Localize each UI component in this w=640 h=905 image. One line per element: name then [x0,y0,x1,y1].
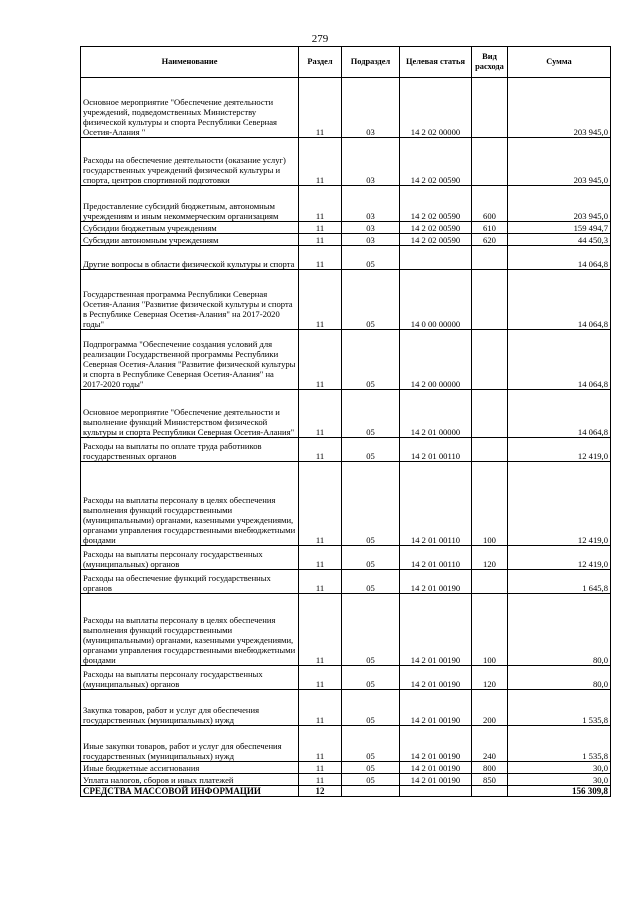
cell-podrazdel: 05 [342,774,400,786]
total-podrazdel [342,786,400,797]
cell-podrazdel: 05 [342,270,400,330]
budget-table [80,46,611,797]
cell-podrazdel: 05 [342,666,400,690]
cell-podrazdel: 05 [342,546,400,570]
cell-vid [472,78,508,138]
cell-name: Расходы на выплаты персоналу в целях обеспечения выполнения функций государственными (муниципальными) органами, казенными учреждениями, органами управления государственными внебюджетными фондами [81,594,299,666]
cell-statya: 14 2 01 00190 [400,726,472,762]
header-name: Наименование [81,47,299,78]
table-row [81,78,611,138]
cell-name: Расходы на выплаты персоналу государственных (муниципальных) органов [81,546,299,570]
table-row [81,774,611,786]
cell-statya: 14 2 01 00190 [400,570,472,594]
cell-razdel: 11 [299,390,342,438]
cell-vid: 610 [472,222,508,234]
cell-statya: 14 2 01 00190 [400,666,472,690]
cell-summa: 14 064,8 [508,390,611,438]
cell-razdel: 11 [299,246,342,270]
cell-razdel: 11 [299,186,342,222]
cell-name: Государственная программа Республики Северная Осетия-Алания "Развитие физической культуры и спорта в Республике Северная Осетия-Алания" на 2017-2020 годы" [81,270,299,330]
total-vid [472,786,508,797]
cell-statya: 14 2 01 00110 [400,462,472,546]
cell-vid [472,438,508,462]
cell-name: Иные закупки товаров, работ и услуг для обеспечения государственных (муниципальных) нужд [81,726,299,762]
cell-podrazdel: 03 [342,234,400,246]
cell-name: Субсидии бюджетным учреждениям [81,222,299,234]
cell-statya: 14 2 00 00000 [400,330,472,390]
table-body [81,78,611,786]
cell-razdel: 11 [299,546,342,570]
table-row [81,690,611,726]
cell-vid: 120 [472,546,508,570]
cell-podrazdel: 05 [342,462,400,546]
cell-podrazdel: 03 [342,138,400,186]
cell-name: Уплата налогов, сборов и иных платежей [81,774,299,786]
table-row [81,390,611,438]
cell-summa: 12 419,0 [508,546,611,570]
table-row [81,546,611,570]
cell-razdel: 11 [299,726,342,762]
table-total-row [81,786,611,797]
cell-summa: 12 419,0 [508,462,611,546]
cell-name: Расходы на выплаты по оплате труда работников государственных органов [81,438,299,462]
cell-vid: 240 [472,726,508,762]
cell-razdel: 11 [299,570,342,594]
cell-vid: 120 [472,666,508,690]
table-row [81,594,611,666]
cell-name: Основное мероприятие "Обеспечение деятельности учреждений, подведомственных Министерству физической культуры и спорта Республики Северная Осетия-Алания " [81,78,299,138]
table-row [81,438,611,462]
cell-summa: 203 945,0 [508,78,611,138]
cell-name: Другие вопросы в области физической культуры и спорта [81,246,299,270]
cell-podrazdel: 05 [342,390,400,438]
cell-name: Расходы на обеспечение функций государственных органов [81,570,299,594]
cell-name: Подпрограмма "Обеспечение создания условий для реализации Государственной программы Республики Северная Осетия-Алания "Развитие физической культуры и спорта в Республике Северная Осетия-Алания" на 2017-2020 годы" [81,330,299,390]
cell-statya: 14 2 02 00000 [400,78,472,138]
header-podrazdel: Подраздел [342,47,400,78]
cell-name: Закупка товаров, работ и услуг для обеспечения государственных (муниципальных) нужд [81,690,299,726]
cell-statya: 14 0 00 00000 [400,270,472,330]
cell-podrazdel: 03 [342,186,400,222]
cell-razdel: 11 [299,690,342,726]
cell-razdel: 11 [299,462,342,546]
cell-summa: 12 419,0 [508,438,611,462]
cell-vid [472,246,508,270]
header-vid: Вид расхода [472,47,508,78]
cell-podrazdel: 05 [342,594,400,666]
cell-statya: 14 2 01 00000 [400,390,472,438]
cell-razdel: 11 [299,774,342,786]
cell-statya [400,246,472,270]
table-row [81,570,611,594]
cell-vid [472,330,508,390]
cell-name: Субсидии автономным учреждениям [81,234,299,246]
cell-summa: 1 645,8 [508,570,611,594]
cell-vid [472,270,508,330]
table-row [81,270,611,330]
cell-statya: 14 2 01 00110 [400,438,472,462]
cell-name: Расходы на обеспечение деятельности (оказание услуг) государственных учреждений физической культуры и спорта, центров спортивной подготовки [81,138,299,186]
cell-summa: 1 535,8 [508,726,611,762]
cell-name: Расходы на выплаты персоналу государственных (муниципальных) органов [81,666,299,690]
cell-podrazdel: 05 [342,690,400,726]
cell-statya: 14 2 01 00110 [400,546,472,570]
table-row [81,138,611,186]
cell-podrazdel: 05 [342,330,400,390]
table-row [81,186,611,222]
table-row [81,330,611,390]
cell-vid: 600 [472,186,508,222]
cell-statya: 14 2 01 00190 [400,774,472,786]
total-name: СРЕДСТВА МАССОВОЙ ИНФОРМАЦИИ [81,786,299,797]
cell-podrazdel: 05 [342,762,400,774]
header-summa: Сумма [508,47,611,78]
cell-summa: 80,0 [508,594,611,666]
cell-vid [472,570,508,594]
cell-statya: 14 2 02 00590 [400,222,472,234]
cell-summa: 14 064,8 [508,270,611,330]
cell-summa: 14 064,8 [508,246,611,270]
cell-razdel: 11 [299,594,342,666]
table-row [81,726,611,762]
table-row [81,762,611,774]
cell-name: Иные бюджетные ассигнования [81,762,299,774]
cell-vid: 850 [472,774,508,786]
table-header-row [81,47,611,78]
table-row [81,234,611,246]
cell-razdel: 11 [299,762,342,774]
cell-razdel: 11 [299,666,342,690]
table-row [81,462,611,546]
cell-podrazdel: 05 [342,438,400,462]
total-razdel: 12 [299,786,342,797]
cell-summa: 14 064,8 [508,330,611,390]
cell-vid [472,390,508,438]
cell-summa: 203 945,0 [508,186,611,222]
header-statya: Целевая статья [400,47,472,78]
cell-razdel: 11 [299,438,342,462]
cell-vid: 200 [472,690,508,726]
cell-summa: 203 945,0 [508,138,611,186]
cell-podrazdel: 03 [342,78,400,138]
cell-podrazdel: 05 [342,726,400,762]
table-row [81,222,611,234]
cell-name: Расходы на выплаты персоналу в целях обеспечения выполнения функций государственными (муниципальными) органами, казенными учреждениями, органами управления государственными внебюджетными фондами [81,462,299,546]
cell-statya: 14 2 02 00590 [400,186,472,222]
cell-summa: 30,0 [508,774,611,786]
table-row [81,246,611,270]
cell-statya: 14 2 02 00590 [400,138,472,186]
cell-vid: 800 [472,762,508,774]
cell-summa: 44 450,3 [508,234,611,246]
cell-podrazdel: 05 [342,246,400,270]
cell-statya: 14 2 01 00190 [400,762,472,774]
page-number: 279 [311,33,329,45]
cell-name: Предоставление субсидий бюджетным, автономным учреждениям и иным некоммерческим организациям [81,186,299,222]
cell-razdel: 11 [299,138,342,186]
cell-summa: 30,0 [508,762,611,774]
cell-name: Основное мероприятие "Обеспечение деятельности и выполнение функций Министерством физической культуры и спорта Республики Северная Осетия-Алания" [81,390,299,438]
cell-podrazdel: 03 [342,222,400,234]
cell-razdel: 11 [299,78,342,138]
cell-vid: 100 [472,462,508,546]
cell-summa: 1 535,8 [508,690,611,726]
cell-statya: 14 2 01 00190 [400,690,472,726]
cell-vid: 100 [472,594,508,666]
table-row [81,666,611,690]
total-statya [400,786,472,797]
cell-vid: 620 [472,234,508,246]
cell-podrazdel: 05 [342,570,400,594]
cell-razdel: 11 [299,270,342,330]
cell-razdel: 11 [299,330,342,390]
cell-statya: 14 2 01 00190 [400,594,472,666]
cell-summa: 159 494,7 [508,222,611,234]
cell-razdel: 11 [299,222,342,234]
header-razdel: Раздел [299,47,342,78]
cell-summa: 80,0 [508,666,611,690]
cell-statya: 14 2 02 00590 [400,234,472,246]
cell-vid [472,138,508,186]
cell-razdel: 11 [299,234,342,246]
total-summa: 156 309,8 [508,786,611,797]
